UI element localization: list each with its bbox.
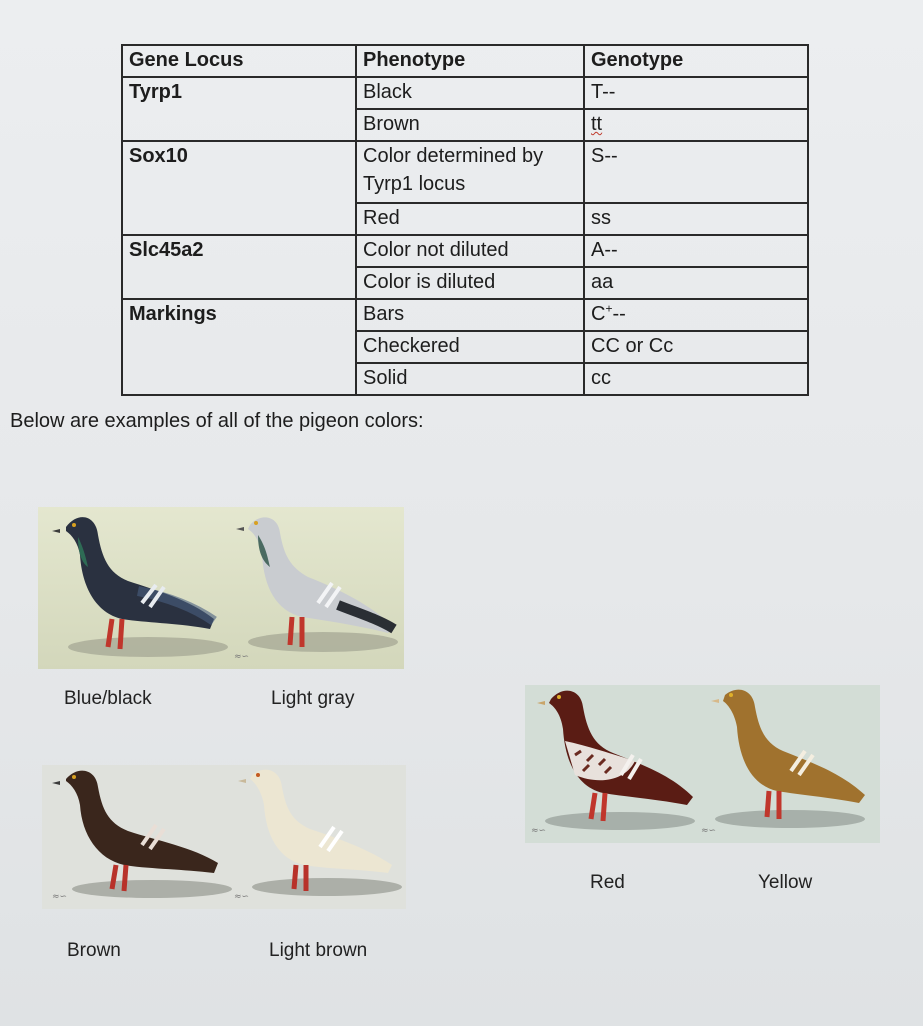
caption-yellow: Yellow [758,872,813,893]
svg-text:≈∽: ≈∽ [234,652,250,662]
locus-blank [122,203,356,235]
phenotype-cell: Black [356,77,584,109]
phenotype-cell: Solid [356,363,584,395]
locus-blank [122,109,356,141]
genotype-table [121,44,809,396]
table-row [122,141,808,203]
pigeon-illustration-red-yellow [525,685,880,843]
genotype-cell: ss [584,203,808,235]
locus-slc45a2: Slc45a2 [122,235,356,267]
caption-light-gray: Light gray [271,688,355,709]
caption-light-brown: Light brown [269,940,368,961]
locus-tyrp1: Tyrp1 [122,77,356,109]
table-header-row [122,45,808,77]
table-row [122,109,808,141]
genotype-superscript: + [605,301,613,316]
caption-red: Red [590,872,625,893]
locus-blank [122,363,356,395]
genotype-cell: cc [584,363,808,395]
phenotype-cell: Bars [356,299,584,331]
phenotype-cell: Color not diluted [356,235,584,267]
phenotype-cell: Checkered [356,331,584,363]
genotype-cell: T-- [584,77,808,109]
genotype-cell: aa [584,267,808,299]
pigeon-panel-blue-gray [38,507,404,669]
genotype-cell: A-- [584,235,808,267]
caption-brown: Brown [67,940,121,961]
caption-blue-black: Blue/black [64,688,152,709]
table-row [122,267,808,299]
genotype-tail: -- [612,303,626,325]
locus-blank [122,267,356,299]
genotype-cell [584,299,808,331]
svg-text:≈∽: ≈∽ [701,826,717,836]
intro-text: Below are examples of all of the pigeon colors: [10,410,424,432]
table-row [122,203,808,235]
locus-sox10: Sox10 [122,141,356,203]
table-row [122,77,808,109]
locus-blank [122,331,356,363]
genotype-cell [584,109,808,141]
genotype-cell: S-- [584,141,808,203]
genotype-base: C [591,303,606,325]
pigeon-illustration-brown [42,765,406,909]
pigeon-panel-brown [42,765,406,909]
header-phenotype: Phenotype [356,45,584,77]
svg-text:≈∽: ≈∽ [234,892,250,902]
header-genotype: Genotype [584,45,808,77]
locus-markings: Markings [122,299,356,331]
pigeon-panel-red-yellow [525,685,880,843]
table-row [122,299,808,331]
svg-text:≈∽: ≈∽ [52,892,68,902]
svg-text:≈∽: ≈∽ [531,826,547,836]
genotype-text: tt [591,113,603,135]
phenotype-cell: Brown [356,109,584,141]
header-gene-locus: Gene Locus [122,45,356,77]
phenotype-cell: Color determined by Tyrp1 locus [356,141,584,203]
table-row [122,235,808,267]
table-row [122,331,808,363]
pigeon-illustration-blue-gray [38,507,404,669]
phenotype-cell: Color is diluted [356,267,584,299]
phenotype-cell: Red [356,203,584,235]
genotype-cell: CC or Cc [584,331,808,363]
table-row [122,363,808,395]
